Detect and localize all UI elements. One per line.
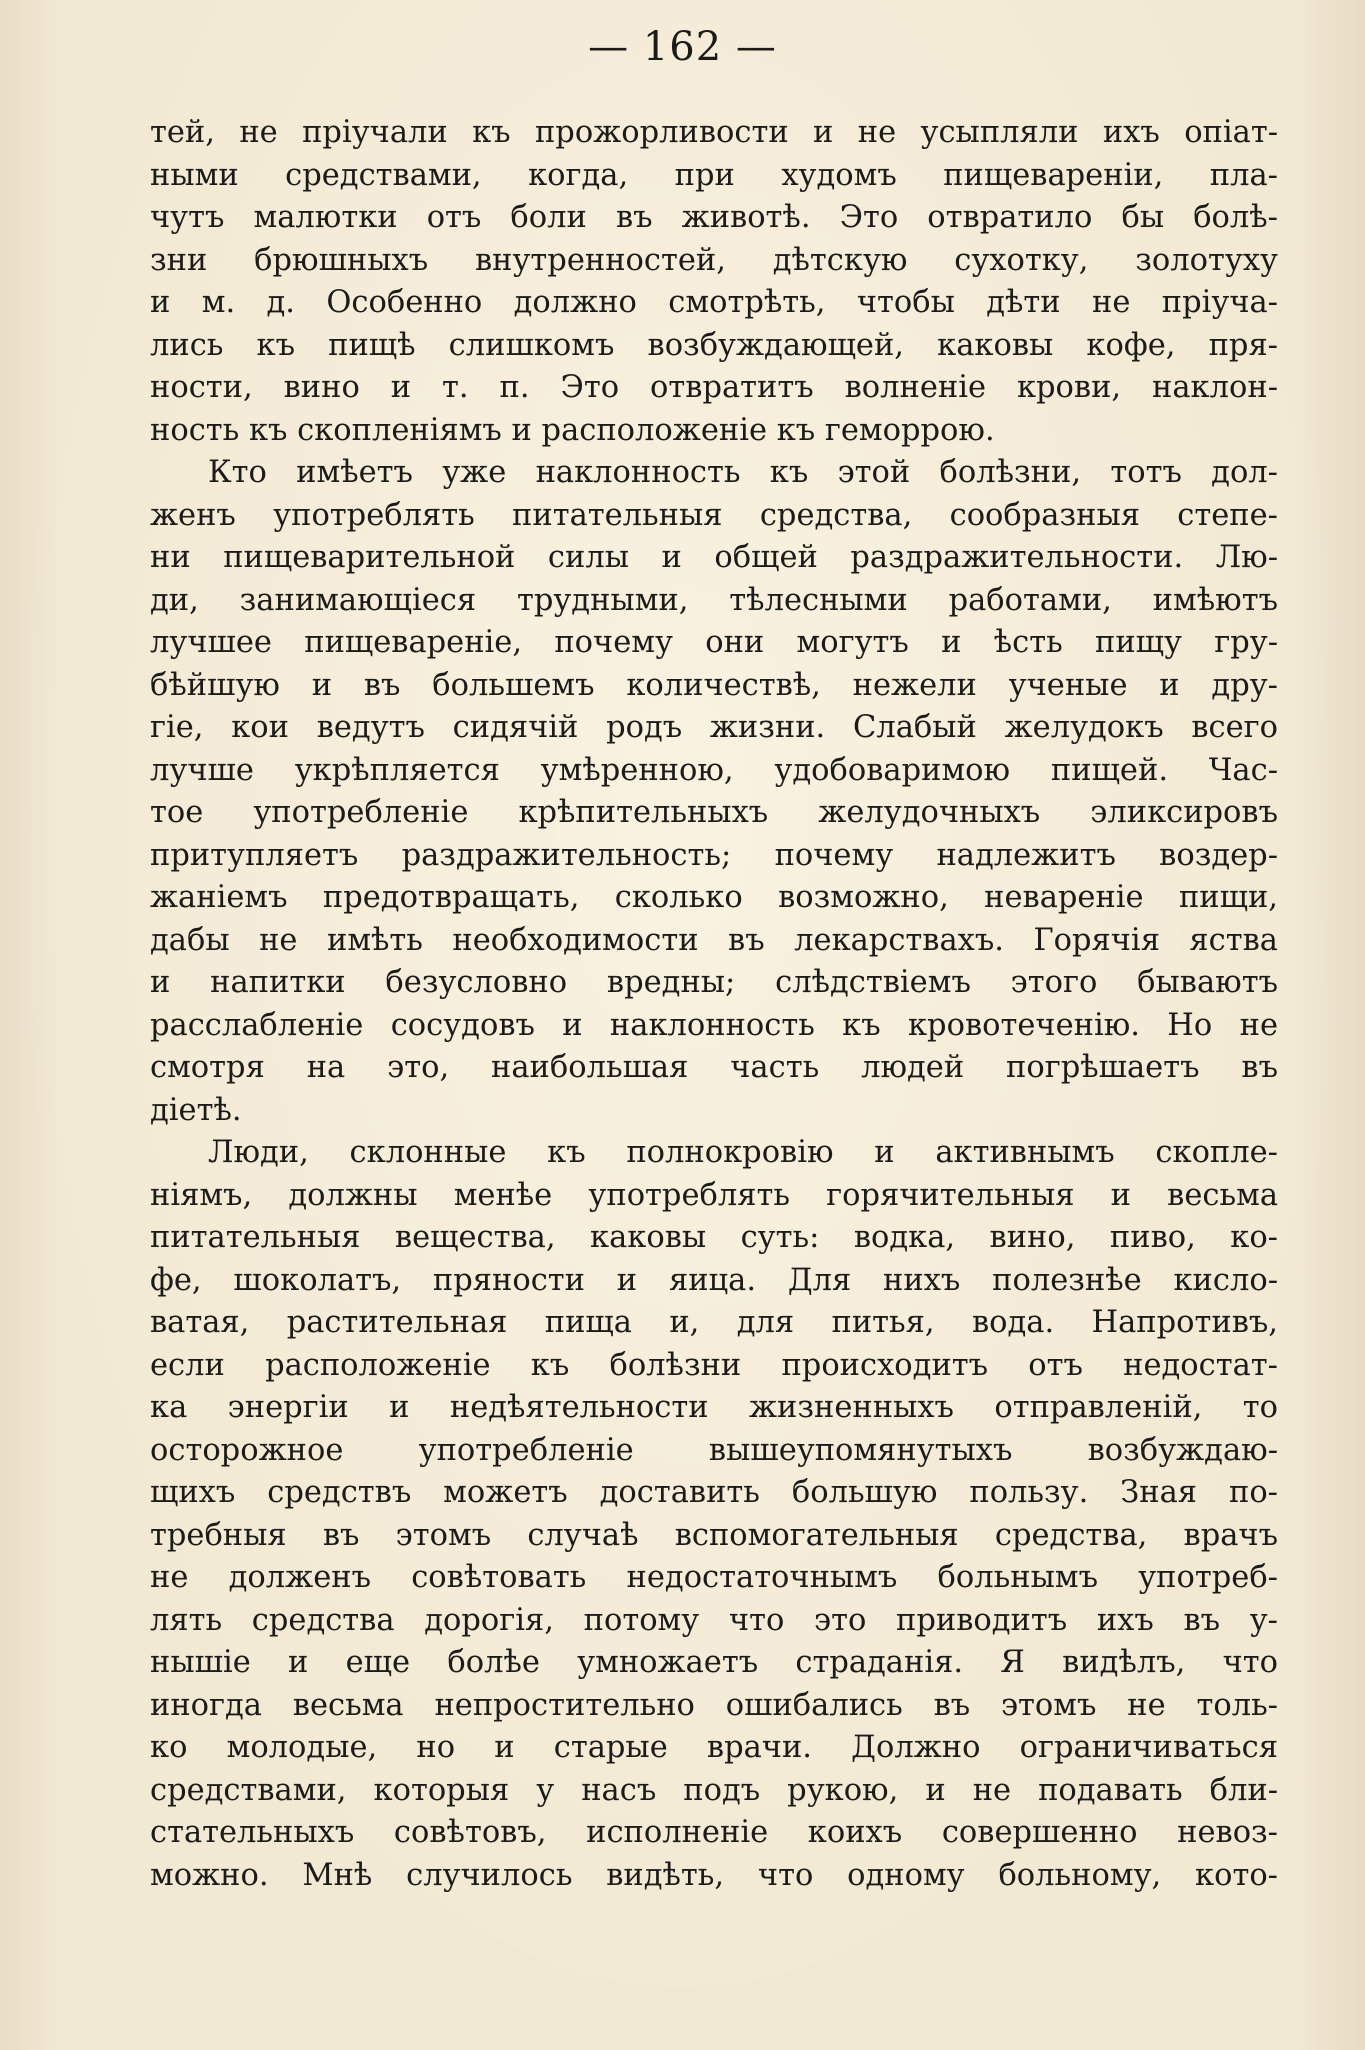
text-line: и напитки безусловно вредны; слѣдствіемъ этого бываютъ (150, 965, 1278, 1000)
text-line: питательныя вещества, каковы суть: водка, вино, пиво, ко- (150, 1220, 1278, 1255)
text-line: иногда весьма непростительно ошибались въ этомъ не толь- (150, 1687, 1278, 1723)
text-line: не долженъ совѣтовать недостаточнымъ больнымъ употреб- (150, 1560, 1278, 1595)
text-line: ными средствами, когда, при худомъ пищевареніи, пла- (150, 157, 1278, 193)
text-line: тое употребленіе крѣпительныхъ желудочныхъ эликсировъ (150, 795, 1278, 830)
text-line: ность къ скопленіямъ и расположеніе къ геморрою. (150, 412, 995, 448)
text-line: женъ употреблять питательныя средства, сообразныя степе- (150, 497, 1278, 533)
page-number: — 162 — (588, 24, 777, 70)
text-line: лучше укрѣпляется умѣренною, удобоваримою пищей. Час- (150, 752, 1278, 788)
text-line: если расположеніе къ болѣзни происходитъ отъ недостат- (150, 1347, 1278, 1383)
text-line: діетѣ. (150, 1092, 242, 1128)
text-line: ніямъ, должны менѣе употреблять горячительныя и весьма (150, 1177, 1278, 1213)
text-line: требныя въ этомъ случаѣ вспомогательныя средства, врачъ (150, 1517, 1278, 1553)
text-line: можно. Мнѣ случилось видѣть, что одному больному, кото- (150, 1857, 1278, 1893)
text-line: ватая, растительная пища и, для питья, вода. Напротивъ, (150, 1305, 1278, 1340)
text-line: стательныхъ совѣтовъ, исполненіе коихъ совершенно невоз- (150, 1815, 1278, 1850)
text-line: ка энергіи и недѣятельности жизненныхъ отправленій, то (150, 1390, 1278, 1425)
text-line: дабы не имѣть необходимости въ лекарствахъ. Горячія яства (150, 922, 1278, 958)
text-line: чутъ малютки отъ боли въ животѣ. Это отвратило бы болѣ- (150, 200, 1278, 235)
text-line: гіе, кои ведутъ сидячій родъ жизни. Слабый желудокъ всего (150, 710, 1278, 745)
text-line: ности, вино и т. п. Это отвратитъ волненіе крови, наклон- (150, 370, 1278, 405)
text-line: лись къ пищѣ слишкомъ возбуждающей, каковы кофе, пря- (150, 327, 1278, 363)
text-line: Люди, склонные къ полнокровію и активнымъ скопле- (208, 1135, 1278, 1170)
text-line: ко молодые, но и старые врачи. Должно ограничиваться (150, 1730, 1278, 1765)
text-line: жаніемъ предотвращать, сколько возможно, невареніе пищи, (150, 880, 1278, 915)
text-line: Кто имѣетъ уже наклонность къ этой болѣзни, тотъ дол- (208, 455, 1278, 490)
text-line: лучшее пищевареніе, почему они могутъ и ѣсть пищу гру- (150, 625, 1278, 660)
text-line: средствами, которыя у насъ подъ рукою, и не подавать бли- (150, 1772, 1278, 1808)
text-line: и м. д. Особенно должно смотрѣть, чтобы дѣти не пріуча- (150, 285, 1278, 320)
text-line: щихъ средствъ можетъ доставить большую пользу. Зная по- (150, 1475, 1278, 1510)
text-line: нышіе и еще болѣе умножаетъ страданія. Я видѣлъ, что (150, 1645, 1278, 1680)
text-line: расслабленіе сосудовъ и наклонность къ кровотеченію. Но не (150, 1007, 1278, 1043)
text-line: тей, не пріучали къ прожорливости и не усыпляли ихъ опіат- (150, 115, 1278, 150)
text-line: осторожное употребленіе вышеупомянутыхъ возбуждаю- (150, 1432, 1278, 1468)
text-line: бѣйшую и въ большемъ количествѣ, нежели ученые и дру- (150, 667, 1278, 703)
text-line: ни пищеварительной силы и общей раздражительности. Лю- (150, 540, 1278, 575)
text-line: зни брюшныхъ внутренностей, дѣтскую сухотку, золотуху (150, 242, 1278, 278)
text-line: фе, шоколатъ, пряности и яица. Для нихъ полезнѣе кисло- (150, 1262, 1278, 1298)
text-line: притупляетъ раздражительность; почему надлежитъ воздер- (150, 837, 1278, 873)
text-line: смотря на это, наибольшая часть людей погрѣшаетъ въ (150, 1050, 1278, 1085)
text-line: ди, занимающіеся трудными, тѣлесными работами, имѣютъ (150, 582, 1278, 618)
body-text (150, 112, 1278, 1897)
text-line: лять средства дорогія, потому что это приводитъ ихъ въ у- (150, 1602, 1278, 1638)
